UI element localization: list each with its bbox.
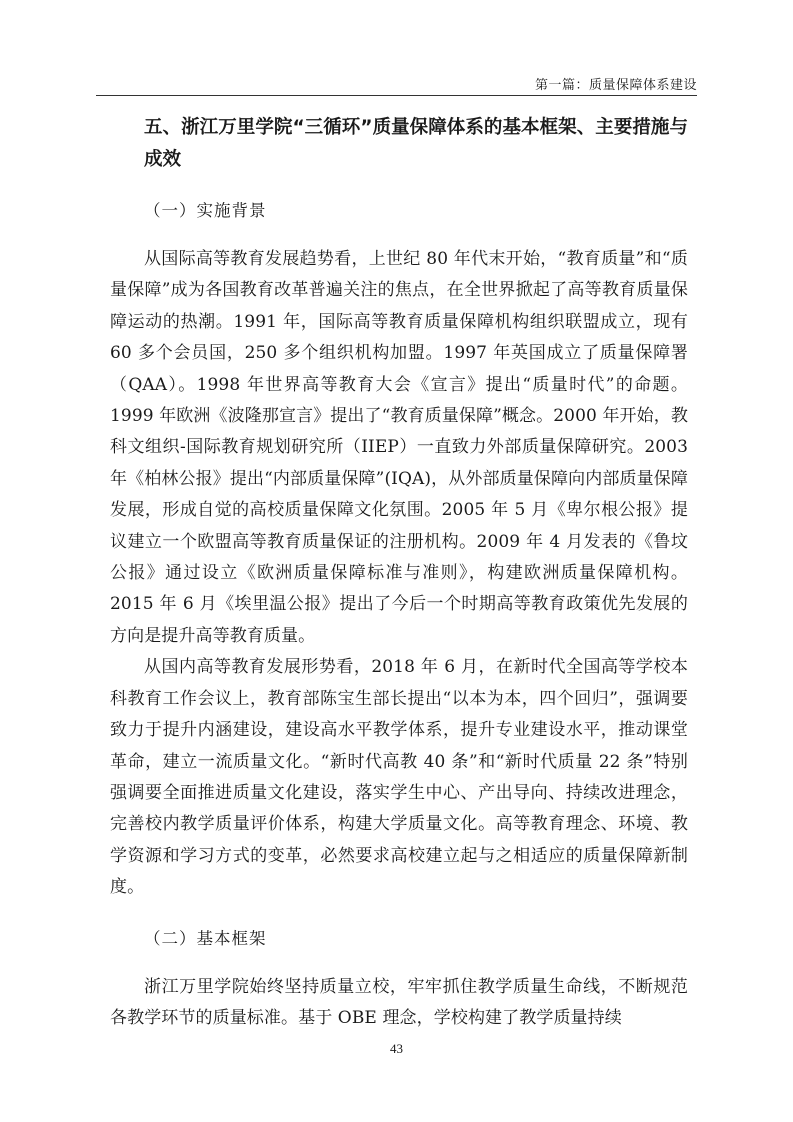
- paragraph-framework: 浙江万里学院始终坚持质量立校，牢牢抓住教学质量生命线，不断规范各教学环节的质量标准。基于 OBE 理念，学校构建了教学质量持续: [110, 976, 688, 1028]
- subsection-title-framework: （二）基本框架: [144, 928, 267, 948]
- running-header: 第一篇：质量保障体系建设: [534, 78, 697, 93]
- header-divider: [96, 95, 697, 96]
- page-number: 43: [390, 1041, 403, 1056]
- page-body: [110, 112, 688, 1034]
- section-heading: 五、浙江万里学院“三循环”质量保障体系的基本框架、主要措施与成效: [144, 117, 688, 170]
- paragraph-international-trend: 从国际高等教育发展趋势看，上世纪 80 年代末开始，“教育质量”和“质量保障”成为各国教育改革普遍关注的焦点，在全世界掀起了高等教育质量保障运动的热潮。1991 年，国际高等教育质量保障机构组织联盟成立，现有 60 多个会员国，250 多个组织机构加盟。1997 年英国成立了质量保障署（QAA）。1998 年世界高等教育大会《宣言》提出“质量时代”的命题。1999 年欧洲《波隆那宣言》提出了“教育质量保障”概念。2000 年开始，教科文组织-国际教育规划研究所（IIEP）一直致力外部质量保障研究。2003 年《柏林公报》提出“内部质量保障”(IQA)，从外部质量保障向内部质量保障发展，形成自觉的高校质量保障文化氛围。2005 年 5 月《卑尔根公报》提议建立一个欧盟高等教育质量保证的注册机构。2009 年 4 月发表的《鲁坟公报》通过设立《欧洲质量保障标准与准则》，构建欧洲质量保障机构。2015 年 6 月《埃里温公报》提出了今后一个时期高等教育政策优先发展的方向是提升高等教育质量。: [110, 249, 688, 646]
- paragraph-domestic-trend: 从国内高等教育发展形势看，2018 年 6 月，在新时代全国高等学校本科教育工作会议上，教育部陈宝生部长提出“以本为本，四个回归”，强调要致力于提升内涵建设，建设高水平教学体系，提升专业建设水平，推动课堂革命，建立一流质量文化。“新时代高教 40 条”和“新时代质量 22 条”特别强调要全面推进质量文化建设，落实学生中心、产出导向、持续改进理念，完善校内教学质量评价体系，构建大学质量文化。高等教育理念、环境、教学资源和学习方式的变革，必然要求高校建立起与之相适应的质量保障新制度。: [110, 657, 688, 898]
- subsection-title-background: （一）实施背景: [144, 201, 267, 220]
